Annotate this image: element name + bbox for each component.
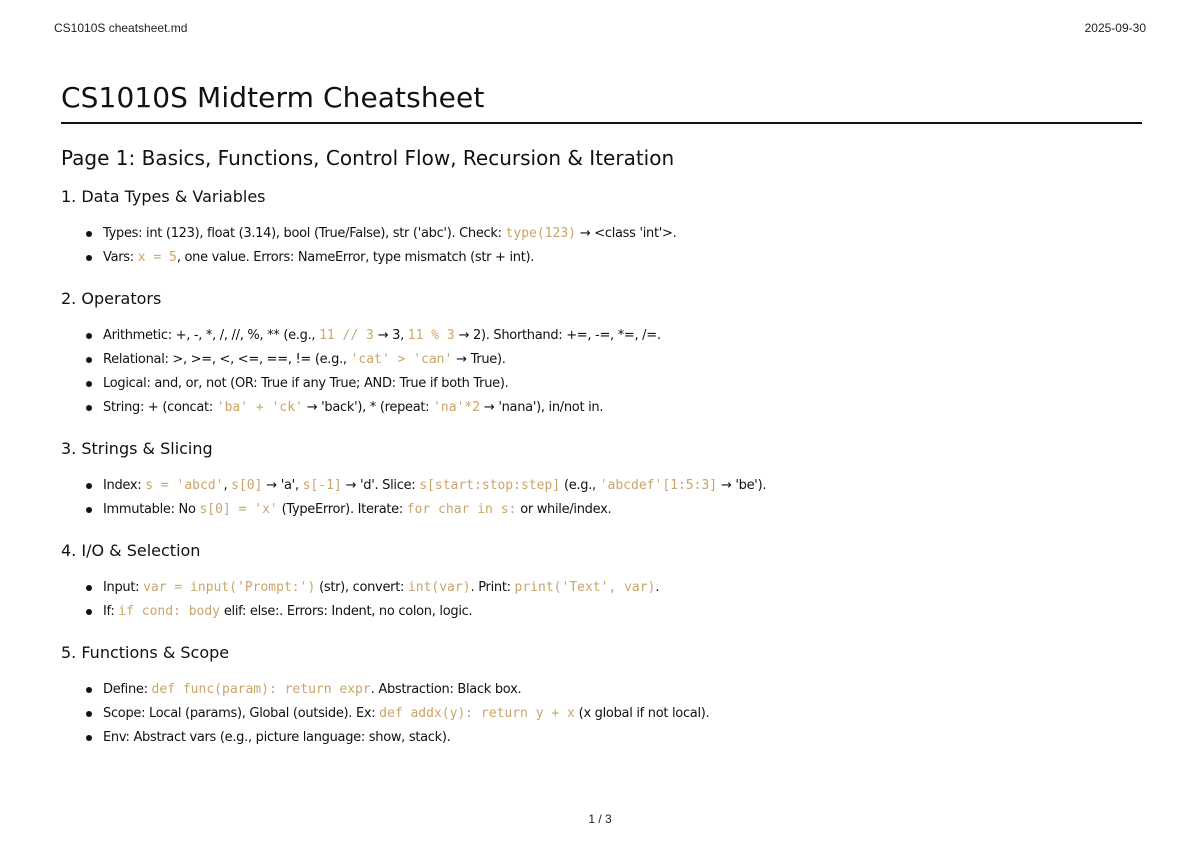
- bullet-list: [61, 324, 1142, 420]
- text-run: → 'a',: [262, 478, 303, 493]
- inline-code: var = input('Prompt:'): [143, 580, 316, 595]
- section-3: [61, 438, 1142, 522]
- text-run: .: [655, 580, 660, 595]
- text-run: String: + (concat:: [103, 400, 217, 415]
- text-run: Scope: Local (params), Global (outside). Ex:: [103, 706, 380, 721]
- list-item: [103, 576, 1142, 600]
- document-filename: CS1010S cheatsheet.md: [54, 21, 188, 35]
- inline-code: s = 'abcd': [145, 478, 224, 493]
- bullet-list: [61, 576, 1142, 624]
- text-run: , one value. Errors: NameError, type mismatch (str + int).: [176, 250, 535, 265]
- list-item: [103, 678, 1142, 702]
- text-run: → 'd'. Slice:: [341, 478, 420, 493]
- section-1: [61, 186, 1142, 270]
- inline-code: type(123): [505, 226, 576, 241]
- text-run: Vars:: [103, 250, 138, 265]
- document-date: 2025-09-30: [1084, 21, 1146, 35]
- inline-code: x = 5: [137, 250, 177, 265]
- text-run: ,: [223, 478, 232, 493]
- bullet-list: [61, 678, 1142, 750]
- text-run: If:: [103, 604, 119, 619]
- text-run: . Abstraction: Black box.: [370, 682, 522, 697]
- text-run: → 'nana'), in/not in.: [480, 400, 604, 415]
- list-item: [103, 498, 1142, 522]
- inline-code: 11 % 3: [407, 328, 455, 343]
- text-run: (str), convert:: [315, 580, 408, 595]
- text-run: (TypeError). Iterate:: [277, 502, 407, 517]
- text-run: Env: Abstract vars (e.g., picture language: show, stack).: [103, 730, 451, 745]
- inline-code: 'cat' > 'can': [350, 352, 453, 367]
- section-heading: 2. Operators: [61, 289, 162, 308]
- text-run: or while/index.: [516, 502, 612, 517]
- section-heading: 1. Data Types & Variables: [61, 187, 266, 206]
- inline-code: if cond: body: [118, 604, 221, 619]
- inline-code: s[-1]: [302, 478, 342, 493]
- list-item: [103, 324, 1142, 348]
- text-run: → 2). Shorthand: +=, -=, *=, /=.: [454, 328, 661, 343]
- text-run: → True).: [452, 352, 506, 367]
- text-run: Define:: [103, 682, 152, 697]
- inline-code: 'ba' + 'ck': [216, 400, 303, 415]
- inline-code: 11 // 3: [319, 328, 374, 343]
- text-run: Types: int (123), float (3.14), bool (True/False), str ('abc'). Check:: [103, 226, 506, 241]
- list-item: [103, 246, 1142, 270]
- inline-code: def func(param): return expr: [151, 682, 371, 697]
- list-item: [103, 222, 1142, 246]
- inline-code: print('Text', var): [514, 580, 656, 595]
- list-item: [103, 348, 1142, 372]
- text-run: → <class 'int'>.: [576, 226, 677, 241]
- inline-code: for char in s:: [406, 502, 517, 517]
- list-item: [103, 396, 1142, 420]
- section-heading: 3. Strings & Slicing: [61, 439, 213, 458]
- text-run: (e.g.,: [560, 478, 600, 493]
- list-item: [103, 600, 1142, 624]
- list-item: [103, 474, 1142, 498]
- list-item: [103, 702, 1142, 726]
- inline-code: s[0]: [231, 478, 263, 493]
- inline-code: int(var): [407, 580, 471, 595]
- section-5: [61, 642, 1142, 750]
- inline-code: 'na'*2: [433, 400, 481, 415]
- inline-code: s[0] = 'x': [199, 502, 278, 517]
- section-heading: 5. Functions & Scope: [61, 643, 230, 662]
- document-body: [61, 80, 1142, 750]
- bullet-list: [61, 222, 1142, 270]
- inline-code: s[start:stop:step]: [419, 478, 561, 493]
- section-heading: 4. I/O & Selection: [61, 541, 201, 560]
- text-run: Arithmetic: +, -, *, /, //, %, ** (e.g.,: [103, 328, 320, 343]
- sections-container: [61, 186, 1142, 750]
- page-title: CS1010S Midterm Cheatsheet: [61, 80, 1142, 124]
- text-run: elif: else:. Errors: Indent, no colon, logic.: [220, 604, 473, 619]
- text-run: → 'back'), * (repeat:: [302, 400, 434, 415]
- text-run: Immutable: No: [103, 502, 200, 517]
- list-item: [103, 372, 1142, 396]
- text-run: → 3,: [373, 328, 408, 343]
- text-run: Logical: and, or, not (OR: True if any True; AND: True if both True).: [103, 376, 509, 391]
- inline-code: def addx(y): return y + x: [379, 706, 575, 721]
- inline-code: 'abcdef'[1:5:3]: [599, 478, 718, 493]
- text-run: Index:: [103, 478, 146, 493]
- text-run: Relational: >, >=, <, <=, ==, != (e.g.,: [103, 352, 351, 367]
- text-run: (x global if not local).: [574, 706, 710, 721]
- page-subtitle: Page 1: Basics, Functions, Control Flow, Recursion & Iteration: [61, 146, 675, 170]
- text-run: . Print:: [470, 580, 515, 595]
- page-number: 1 / 3: [588, 812, 612, 826]
- text-run: → 'be').: [717, 478, 767, 493]
- bullet-list: [61, 474, 1142, 522]
- section-2: [61, 288, 1142, 420]
- section-4: [61, 540, 1142, 624]
- text-run: Input:: [103, 580, 144, 595]
- list-item: [103, 726, 1142, 750]
